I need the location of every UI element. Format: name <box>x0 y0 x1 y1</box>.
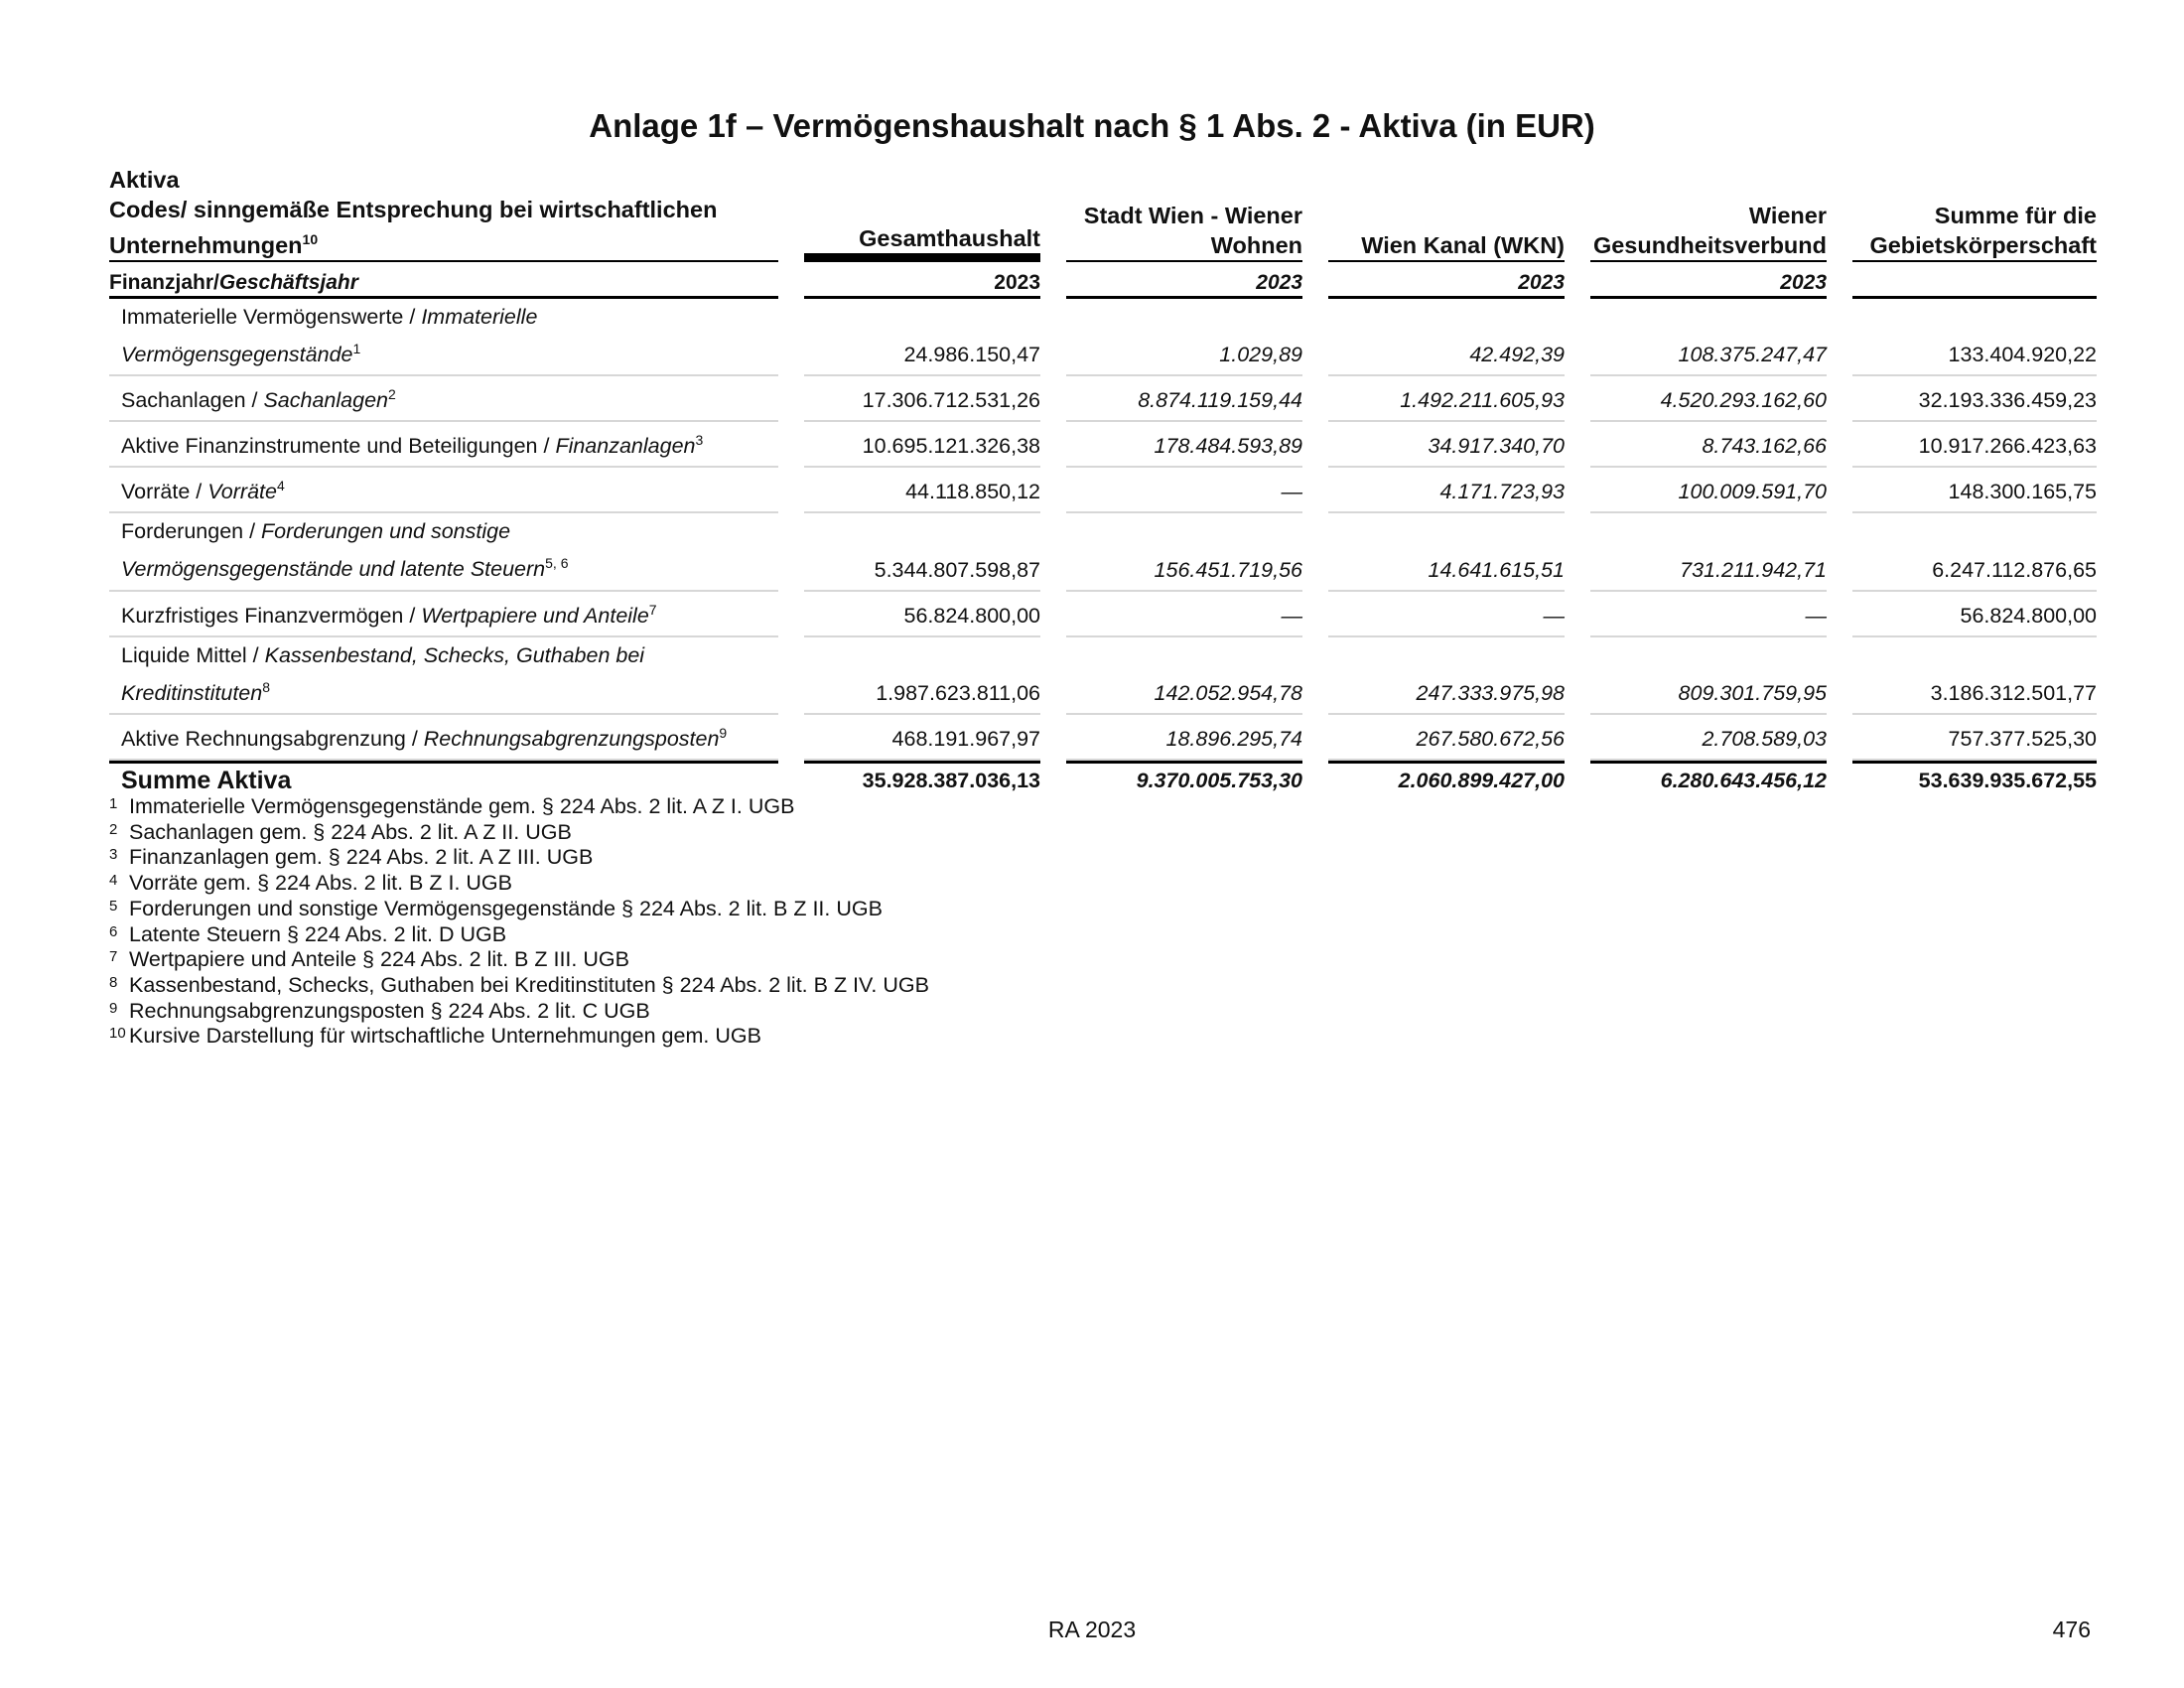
row-value: 10.695.121.326,38 <box>804 422 1040 468</box>
row-label <box>109 715 778 761</box>
footnote <box>109 820 929 846</box>
sum-value: 53.639.935.672,55 <box>1852 761 2097 797</box>
row-label <box>109 376 778 422</box>
footnote-text: Latente Steuern § 224 Abs. 2 lit. D UGB <box>129 921 507 946</box>
fiscal-year-3: 2023 <box>1328 262 1565 299</box>
row-value: 4.171.723,93 <box>1328 468 1565 513</box>
footnote <box>109 973 929 999</box>
row-value: 8.743.162,66 <box>1590 422 1827 468</box>
row-label-text: Kurzfristiges Finanzvermögen / <box>121 603 422 628</box>
row-label <box>109 513 778 591</box>
row-value: 17.306.712.531,26 <box>804 376 1040 422</box>
footnote-text: Forderungen und sonstige Vermögensgegenstände § 224 Abs. 2 lit. B Z II. UGB <box>129 896 883 920</box>
table-header-row <box>109 165 2097 262</box>
row-footnote-ref: 4 <box>276 478 285 494</box>
table-row <box>109 513 2097 591</box>
row-value: — <box>1066 468 1302 513</box>
row-label-text: Forderungen / <box>121 519 262 544</box>
row-value: 8.874.119.159,44 <box>1066 376 1302 422</box>
row-value: 133.404.920,22 <box>1852 299 2097 376</box>
assets-table <box>109 165 2097 797</box>
footnote-text: Immaterielle Vermögensgegenstände gem. § 224 Abs. 2 lit. A Z I. UGB <box>129 794 795 818</box>
row-footnote-ref: 8 <box>262 678 271 695</box>
footnote <box>109 897 929 922</box>
header-aktiva-line1: Aktiva <box>109 167 180 193</box>
sum-value: 9.370.005.753,30 <box>1066 761 1302 797</box>
table-row <box>109 715 2097 761</box>
row-value: — <box>1066 592 1302 637</box>
row-value: 247.333.975,98 <box>1328 637 1565 715</box>
footnote-number: 8 <box>109 973 118 991</box>
row-value: 468.191.967,97 <box>804 715 1040 761</box>
row-label-italic-line2: Kreditinstituten <box>121 680 263 705</box>
row-value: 34.917.340,70 <box>1328 422 1565 468</box>
header-summe <box>1852 165 2097 262</box>
row-label <box>109 637 778 715</box>
header-aktiva <box>109 165 778 262</box>
row-footnote-ref: 2 <box>387 385 396 402</box>
row-label-italic-line2: Vermögensgegenstände und latente Steuern <box>121 557 546 582</box>
footnote-number: 6 <box>109 922 118 940</box>
page-title: Anlage 1f – Vermögenshaushalt nach § 1 Abs. 2 - Aktiva (in EUR) <box>589 107 1595 144</box>
row-label-text: Sachanlagen / <box>121 388 264 413</box>
fiscal-year-row <box>109 262 2097 299</box>
row-value: 6.247.112.876,65 <box>1852 513 2097 591</box>
row-label-italic: Forderungen und sonstige <box>261 519 511 544</box>
row-value: 148.300.165,75 <box>1852 468 2097 513</box>
row-value: 100.009.591,70 <box>1590 468 1827 513</box>
row-value: 3.186.312.501,77 <box>1852 637 2097 715</box>
footer-report-label: RA 2023 <box>1047 1617 1137 1642</box>
footnote-text: Vorräte gem. § 224 Abs. 2 lit. B Z I. UGB <box>129 871 512 896</box>
row-footnote-ref: 7 <box>648 601 657 618</box>
table-row <box>109 637 2097 715</box>
row-value: 42.492,39 <box>1328 299 1565 376</box>
table-row <box>109 376 2097 422</box>
row-label-text: Liquide Mittel / <box>121 642 265 667</box>
footnote-number: 7 <box>109 948 118 966</box>
footnote <box>109 871 929 897</box>
row-label <box>109 422 778 468</box>
row-label-italic: Wertpapiere und Anteile <box>421 603 649 628</box>
footnote-number: 1 <box>109 795 118 812</box>
sum-row <box>109 761 2097 797</box>
fiscal-year-label <box>109 262 778 299</box>
row-label-text: Aktive Finanzinstrumente und Beteiligungen / <box>121 434 556 459</box>
header-gesundheitsverbund <box>1590 165 1827 262</box>
row-footnote-ref: 3 <box>695 432 704 449</box>
footnote-text: Kassenbestand, Schecks, Guthaben bei Kreditinstituten § 224 Abs. 2 lit. B Z IV. UGB <box>129 972 929 997</box>
row-value: 56.824.800,00 <box>1852 592 2097 637</box>
footnote-number: 2 <box>109 820 118 838</box>
footnote <box>109 1024 929 1050</box>
sum-value: 35.928.387.036,13 <box>804 761 1040 797</box>
row-value: 4.520.293.162,60 <box>1590 376 1827 422</box>
sum-value: 2.060.899.427,00 <box>1328 761 1565 797</box>
row-label-italic: Immaterielle <box>421 304 538 329</box>
sum-label: Summe Aktiva <box>109 761 778 797</box>
footnotes <box>109 794 929 1050</box>
row-label-text: Aktive Rechnungsabgrenzung / <box>121 727 424 752</box>
row-label-text: Immaterielle Vermögenswerte / <box>121 304 422 329</box>
fiscal-year-4: 2023 <box>1590 262 1827 299</box>
row-value: 1.492.211.605,93 <box>1328 376 1565 422</box>
row-label <box>109 592 778 637</box>
footnote-number: 10 <box>109 1025 126 1043</box>
header-aktiva-line2: Codes/ sinngemäße Entsprechung bei wirtschaftlichen <box>109 197 718 222</box>
footnote <box>109 794 929 820</box>
row-value: 1.029,89 <box>1066 299 1302 376</box>
row-label <box>109 299 778 376</box>
footnote-number: 4 <box>109 872 118 890</box>
fiscal-year-1: 2023 <box>804 262 1040 299</box>
row-value: 156.451.719,56 <box>1066 513 1302 591</box>
row-label-italic: Vorräte <box>207 480 277 504</box>
row-value: 757.377.525,30 <box>1852 715 2097 761</box>
fiscal-year-5-blank <box>1852 262 2097 299</box>
row-footnote-ref: 1 <box>352 340 361 356</box>
header-gesamthaushalt: Gesamthaushalt <box>804 165 1040 262</box>
table-row <box>109 422 2097 468</box>
table-row <box>109 468 2097 513</box>
row-value: 5.344.807.598,87 <box>804 513 1040 591</box>
row-value: 178.484.593,89 <box>1066 422 1302 468</box>
header-wiener-wohnen-line2: Wohnen <box>1210 231 1302 258</box>
header-summe-line1: Summe für die <box>1934 202 2097 228</box>
footnote <box>109 845 929 871</box>
footnote-text: Kursive Darstellung für wirtschaftliche Unternehmungen gem. UGB <box>129 1024 761 1049</box>
fiscal-year-label-b: Geschäftsjahr <box>218 270 358 294</box>
header-aktiva-line3 <box>109 224 778 260</box>
table-row <box>109 299 2097 376</box>
row-value: 809.301.759,95 <box>1590 637 1827 715</box>
row-value: — <box>1328 592 1565 637</box>
row-value: 24.986.150,47 <box>804 299 1040 376</box>
footnote-number: 5 <box>109 897 118 914</box>
footnote-text: Rechnungsabgrenzungsposten § 224 Abs. 2 lit. C UGB <box>129 998 650 1023</box>
fiscal-year-2: 2023 <box>1066 262 1302 299</box>
row-value: 18.896.295,74 <box>1066 715 1302 761</box>
footnote <box>109 999 929 1025</box>
row-value: 2.708.589,03 <box>1590 715 1827 761</box>
row-value: 14.641.615,51 <box>1328 513 1565 591</box>
fiscal-year-label-a: Finanzjahr/ <box>109 270 219 294</box>
row-label-text: Vorräte / <box>121 480 208 504</box>
header-aktiva-line3-text: Unternehmungen <box>109 231 303 258</box>
row-value: 1.987.623.811,06 <box>804 637 1040 715</box>
row-label-italic: Finanzanlagen <box>555 434 696 459</box>
row-value: 731.211.942,71 <box>1590 513 1827 591</box>
row-label-italic-line2: Vermögensgegenstände <box>121 342 353 366</box>
row-value: 44.118.850,12 <box>804 468 1040 513</box>
row-label-italic: Rechnungsabgrenzungsposten <box>423 727 720 752</box>
row-value: 267.580.672,56 <box>1328 715 1565 761</box>
footnote-text: Sachanlagen gem. § 224 Abs. 2 lit. A Z II. UGB <box>129 819 572 844</box>
header-wiener-wohnen <box>1066 165 1302 262</box>
row-value: — <box>1590 592 1827 637</box>
footnote-number: 9 <box>109 999 118 1017</box>
footnote-number: 3 <box>109 846 118 864</box>
row-footnote-ref: 9 <box>719 724 728 741</box>
header-summe-line2: Gebietskörperschaft <box>1869 231 2097 258</box>
row-label-italic: Kassenbestand, Schecks, Guthaben bei <box>264 642 645 667</box>
header-gesundheitsverbund-line1: Wiener <box>1748 202 1827 228</box>
sum-value: 6.280.643.456,12 <box>1590 761 1827 797</box>
footnote-text: Finanzanlagen gem. § 224 Abs. 2 lit. A Z III. UGB <box>129 845 594 870</box>
footnote-text: Wertpapiere und Anteile § 224 Abs. 2 lit. B Z III. UGB <box>129 947 629 972</box>
header-wien-kanal: Wien Kanal (WKN) <box>1328 165 1565 262</box>
header-wiener-wohnen-line1: Stadt Wien - Wiener <box>1083 202 1302 228</box>
row-value: 10.917.266.423,63 <box>1852 422 2097 468</box>
footnote <box>109 947 929 973</box>
footnote <box>109 922 929 948</box>
row-value: 32.193.336.459,23 <box>1852 376 2097 422</box>
row-value: 142.052.954,78 <box>1066 637 1302 715</box>
row-value: 108.375.247,47 <box>1590 299 1827 376</box>
row-label-italic: Sachanlagen <box>263 388 388 413</box>
row-footnote-ref: 5, 6 <box>545 555 569 572</box>
header-aktiva-sup: 10 <box>302 231 319 247</box>
row-label <box>109 468 778 513</box>
header-gesundheitsverbund-line2: Gesundheitsverbund <box>1592 231 1827 258</box>
page-number: 476 <box>2052 1617 2091 1642</box>
table-row <box>109 592 2097 637</box>
row-value: 56.824.800,00 <box>804 592 1040 637</box>
